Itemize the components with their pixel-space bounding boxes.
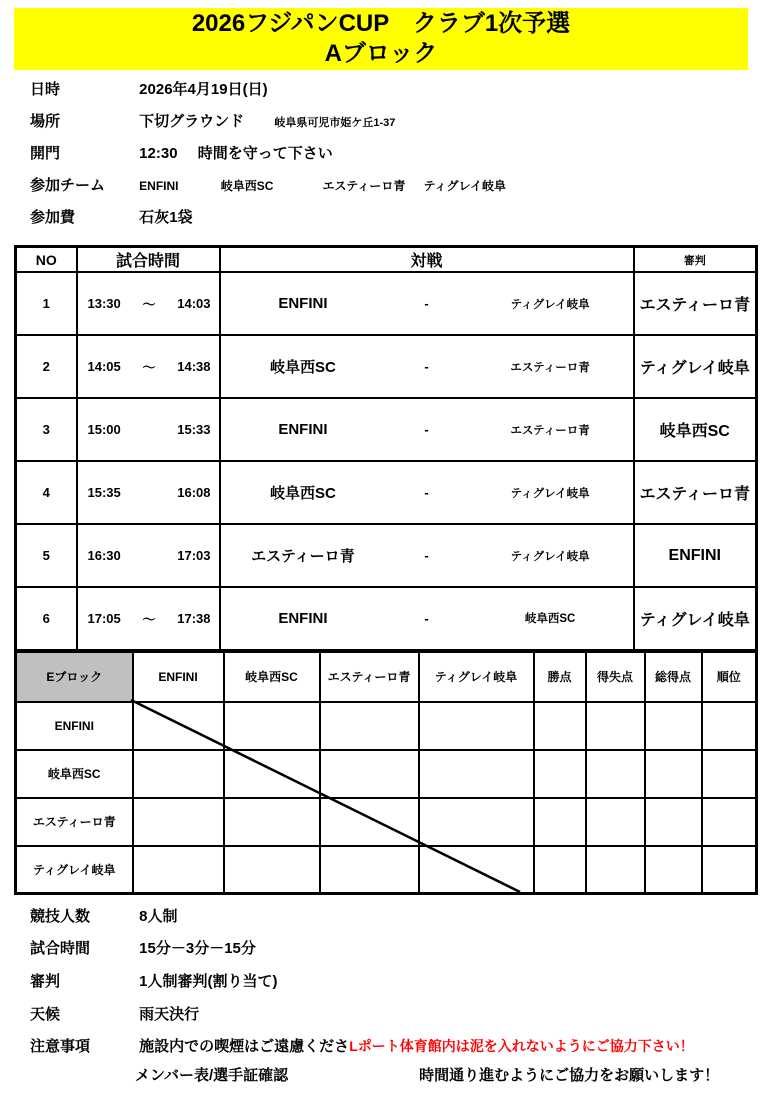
standings-cell — [702, 702, 757, 750]
standings-cell — [702, 750, 757, 798]
info-row-fee — [30, 206, 760, 228]
standings-cell — [224, 750, 320, 798]
info-row-date — [30, 78, 760, 100]
standings-table — [14, 650, 758, 895]
away-team: ティグレイ岐阜 — [510, 550, 590, 563]
home-team: ENFINI — [278, 421, 328, 438]
standings-row — [16, 702, 757, 750]
home-team: 岐阜西SC — [269, 359, 336, 376]
team-name: ENFINI — [139, 179, 179, 193]
page-subtitle: Aブロック — [324, 40, 438, 67]
footer-label-duration: 試合時間 — [30, 940, 91, 957]
info-gate-time: 12:30 — [139, 145, 178, 162]
matchup-cell — [220, 398, 634, 461]
time-end: 14:03 — [177, 296, 211, 311]
standings-cell — [133, 846, 224, 894]
standings-corner: Eブロック — [16, 652, 133, 702]
info-value-place: 下切グラウンド — [139, 113, 245, 130]
referee-cell: エスティーロ青 — [634, 272, 757, 335]
match-no: 2 — [16, 335, 77, 398]
standings-row — [16, 750, 757, 798]
standings-col-header: ENFINI — [133, 652, 224, 702]
time-end: 16:08 — [177, 485, 211, 500]
header-time: 試合時間 — [77, 247, 220, 273]
home-team: ENFINI — [278, 609, 328, 627]
info-label-gate: 開門 — [30, 145, 61, 162]
info-label-teams: 参加チーム — [30, 177, 106, 194]
match-row — [16, 524, 757, 587]
referee-cell: ENFINI — [634, 524, 757, 587]
standings-cell — [534, 750, 586, 798]
standings-col-header: 総得点 — [645, 652, 702, 702]
standings-col-header: 勝点 — [534, 652, 586, 702]
standings-cell — [320, 702, 419, 750]
info-value-date: 2026年4月19日(日) — [139, 81, 268, 98]
matchup-cell — [220, 272, 634, 335]
time-start: 15:35 — [87, 485, 121, 500]
standings-cell — [645, 798, 702, 846]
away-team: 岐阜西SC — [524, 613, 576, 626]
team-name: エスティーロ青 — [322, 179, 406, 193]
standings-row-label: 岐阜西SC — [16, 750, 133, 798]
footer-row-weather — [30, 1003, 760, 1025]
standings-cell — [419, 846, 534, 894]
page-title: 2026フジパンCUP クラブ1次予選 — [191, 10, 571, 37]
on-time-note: 時間通り進むようにご協力をお願いします！ — [419, 1067, 720, 1084]
match-time-cell — [77, 398, 220, 461]
standings-cell — [224, 798, 320, 846]
match-time-cell — [77, 272, 220, 335]
info-label-place: 場所 — [30, 113, 61, 130]
footer-label-referee: 審判 — [30, 973, 61, 990]
match-no: 3 — [16, 398, 77, 461]
match-time-cell — [77, 461, 220, 524]
info-gate-note: 時間を守って下さい — [197, 145, 333, 162]
match-no: 4 — [16, 461, 77, 524]
standings-cell — [702, 798, 757, 846]
standings-cell — [645, 846, 702, 894]
standings-col-header: ティグレイ岐阜 — [419, 652, 534, 702]
time-tilde: ～ — [142, 611, 156, 627]
header-referee: 審判 — [634, 247, 757, 273]
vs-dash: - — [424, 485, 429, 500]
info-value-fee: 石灰1袋 — [139, 209, 193, 226]
standings-col-header: 岐阜西SC — [224, 652, 320, 702]
footer-label-players: 競技人数 — [30, 908, 91, 925]
standings-cell — [133, 798, 224, 846]
footer-label-weather: 天候 — [30, 1006, 61, 1023]
info-place-address: 岐阜県可児市姫ケ丘1-37 — [274, 117, 396, 129]
footer-value-weather: 雨天決行 — [139, 1006, 200, 1023]
standings-cell — [320, 846, 419, 894]
footer-row-players — [30, 905, 760, 927]
standings-cell — [586, 846, 645, 894]
info-label-fee: 参加費 — [30, 209, 76, 226]
red-warning-text: Lポート体育館内は泥を入れないようにご協力下さい！ — [349, 1038, 694, 1054]
footer-value-duration: 15分－3分－15分 — [139, 940, 256, 957]
match-schedule-table — [14, 245, 758, 652]
match-time-cell — [77, 335, 220, 398]
time-end: 17:03 — [177, 548, 211, 563]
vs-dash: - — [424, 359, 429, 374]
matchup-cell — [220, 335, 634, 398]
matchup-cell — [220, 461, 634, 524]
standings-cell — [224, 702, 320, 750]
vs-dash: - — [424, 296, 429, 311]
match-time-cell — [77, 524, 220, 587]
standings-cell — [133, 750, 224, 798]
footer-row-referee — [30, 970, 760, 992]
time-start: 15:00 — [87, 422, 121, 437]
info-row-gate — [30, 142, 760, 164]
referee-cell: エスティーロ青 — [634, 461, 757, 524]
standings-row-label: ENFINI — [16, 702, 133, 750]
home-team: ENFINI — [278, 295, 328, 312]
referee-cell: 岐阜西SC — [634, 398, 757, 461]
standings-cell — [534, 702, 586, 750]
match-no: 6 — [16, 587, 77, 650]
standings-row — [16, 846, 757, 894]
standings-cell — [133, 702, 224, 750]
vs-dash: - — [424, 610, 429, 626]
away-team: ティグレイ岐阜 — [510, 298, 590, 311]
match-no: 1 — [16, 272, 77, 335]
time-tilde: ～ — [142, 360, 156, 375]
standings-cell — [586, 750, 645, 798]
standings-col-header: エスティーロ青 — [320, 652, 419, 702]
match-row — [16, 398, 757, 461]
vs-dash: - — [424, 422, 429, 437]
title-banner — [14, 8, 748, 70]
time-end: 15:33 — [177, 422, 211, 437]
header-matchup: 対戦 — [220, 247, 634, 273]
standings-cell — [586, 798, 645, 846]
home-team: エスティーロ青 — [251, 548, 355, 565]
match-row — [16, 272, 757, 335]
footer-bold-line — [135, 1064, 719, 1085]
footer-label-notes: 注意事項 — [30, 1038, 91, 1055]
matchup-cell — [220, 587, 634, 650]
standings-header-row — [16, 652, 757, 702]
standings-row — [16, 798, 757, 846]
match-table-header-row — [16, 247, 757, 273]
standings-cell — [645, 750, 702, 798]
standings-cell — [645, 702, 702, 750]
header-no: NO — [16, 247, 77, 273]
footer-row-duration — [30, 937, 760, 959]
standings-cell — [534, 798, 586, 846]
match-row — [16, 461, 757, 524]
time-tilde: ～ — [142, 297, 156, 312]
info-label-date: 日時 — [30, 81, 61, 98]
referee-cell: ティグレイ岐阜 — [634, 335, 757, 398]
away-team: エスティーロ青 — [510, 361, 590, 374]
standings-cell — [419, 798, 534, 846]
standings-col-header: 順位 — [702, 652, 757, 702]
standings-cell — [702, 846, 757, 894]
info-row-teams — [30, 174, 760, 196]
footer-value-referee: 1人制審判(割り当て) — [139, 973, 278, 990]
member-check-note: メンバー表/選手証確認 — [135, 1067, 289, 1084]
match-time-cell — [77, 587, 220, 650]
info-row-place — [30, 110, 760, 132]
time-start: 13:30 — [87, 296, 121, 311]
away-team: ティグレイ岐阜 — [510, 487, 590, 500]
standings-cell — [534, 846, 586, 894]
standings-row-label: ティグレイ岐阜 — [16, 846, 133, 894]
time-start: 16:30 — [87, 548, 121, 563]
footer-value-players: 8人制 — [139, 908, 178, 925]
time-start: 14:05 — [87, 359, 121, 374]
standings-col-header: 得失点 — [586, 652, 645, 702]
footer-value-notes: 施設内での喫煙はご遠慮くださ — [139, 1038, 350, 1055]
team-name: 岐阜西SC — [220, 179, 274, 193]
match-row — [16, 587, 757, 650]
referee-cell: ティグレイ岐阜 — [634, 587, 757, 650]
standings-cell — [586, 702, 645, 750]
vs-dash: - — [424, 548, 429, 563]
match-row — [16, 335, 757, 398]
matchup-cell — [220, 524, 634, 587]
standings-cell — [320, 750, 419, 798]
standings-row-label: エスティーロ青 — [16, 798, 133, 846]
time-end: 14:38 — [177, 359, 211, 374]
time-end: 17:38 — [177, 610, 211, 626]
standings-cell — [419, 702, 534, 750]
match-no: 5 — [16, 524, 77, 587]
home-team: 岐阜西SC — [269, 485, 336, 502]
footer-row-notes — [30, 1035, 760, 1057]
time-start: 17:05 — [87, 610, 121, 626]
team-name: ティグレイ岐阜 — [423, 179, 506, 193]
away-team: エスティーロ青 — [510, 424, 590, 437]
standings-cell — [320, 798, 419, 846]
standings-cell — [224, 846, 320, 894]
standings-cell — [419, 750, 534, 798]
